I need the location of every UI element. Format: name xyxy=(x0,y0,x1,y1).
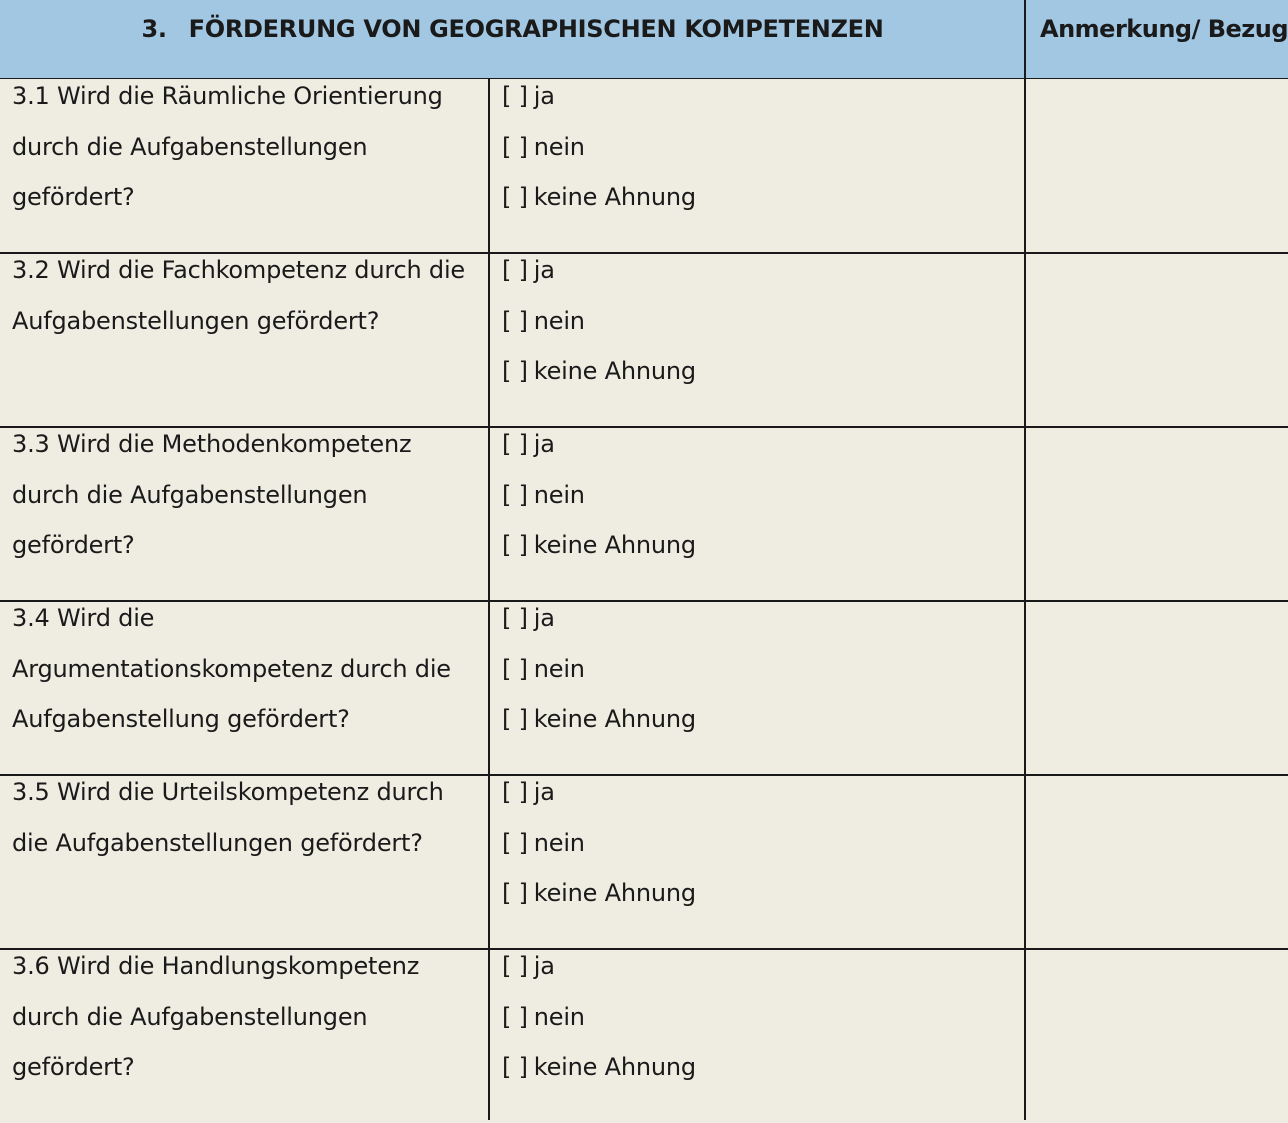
question-text xyxy=(12,941,482,1093)
option-label: keine Ahnung xyxy=(533,879,696,907)
checkbox-icon[interactable]: [ ] xyxy=(502,480,528,509)
header-divider xyxy=(1024,0,1026,79)
option-nein[interactable] xyxy=(502,644,696,695)
option-label: ja xyxy=(533,256,555,284)
section-number: 3. xyxy=(141,14,167,43)
checkbox-icon[interactable]: [ ] xyxy=(502,82,528,110)
checkbox-icon[interactable]: [ ] xyxy=(502,705,528,733)
question-text xyxy=(12,419,482,571)
question-line: durch die Aufgabenstellungen xyxy=(12,132,368,161)
option-keine-ahnung[interactable] xyxy=(502,694,696,745)
question-text xyxy=(12,71,482,223)
checkbox-icon[interactable]: [ ] xyxy=(502,430,528,458)
option-label: keine Ahnung xyxy=(533,1053,696,1081)
option-nein[interactable] xyxy=(502,470,696,521)
checkbox-icon[interactable]: [ ] xyxy=(502,256,528,284)
option-label: ja xyxy=(533,430,555,458)
option-ja[interactable] xyxy=(502,245,696,296)
question-line: 3.6 Wird die Handlungskompetenz xyxy=(12,952,420,980)
option-label: ja xyxy=(533,604,555,632)
option-ja[interactable] xyxy=(502,941,696,992)
question-line: gefördert? xyxy=(12,1053,135,1081)
option-label: ja xyxy=(533,952,555,980)
question-line: 3.1 Wird die Räumliche Orientierung xyxy=(12,82,443,110)
question-row xyxy=(0,79,1288,253)
option-keine-ahnung[interactable] xyxy=(502,520,696,571)
checkbox-icon[interactable]: [ ] xyxy=(502,306,528,335)
option-ja[interactable] xyxy=(502,593,696,644)
option-ja[interactable] xyxy=(502,419,696,470)
checkbox-icon[interactable]: [ ] xyxy=(502,1002,528,1031)
option-label: keine Ahnung xyxy=(533,705,696,733)
question-row xyxy=(0,775,1288,949)
question-row xyxy=(0,253,1288,427)
checkbox-icon[interactable]: [ ] xyxy=(502,531,528,559)
answer-options xyxy=(502,941,696,1093)
question-line: 3.4 Wird die xyxy=(12,604,155,632)
checkbox-icon[interactable]: [ ] xyxy=(502,132,528,161)
option-keine-ahnung[interactable] xyxy=(502,172,696,223)
checkbox-icon[interactable]: [ ] xyxy=(502,778,528,806)
option-keine-ahnung[interactable] xyxy=(502,346,696,397)
section-title-text: FÖRDERUNG VON GEOGRAPHISCHEN KOMPETENZEN xyxy=(188,14,884,43)
question-row xyxy=(0,601,1288,775)
checkbox-icon[interactable]: [ ] xyxy=(502,828,528,857)
option-keine-ahnung[interactable] xyxy=(502,868,696,919)
option-label: nein xyxy=(533,654,585,683)
answer-options xyxy=(502,71,696,223)
question-line: gefördert? xyxy=(12,183,135,211)
option-label: nein xyxy=(533,306,585,335)
option-nein[interactable] xyxy=(502,818,696,869)
question-text xyxy=(12,593,482,745)
checkbox-icon[interactable]: [ ] xyxy=(502,183,528,211)
option-label: ja xyxy=(533,778,555,806)
answer-options xyxy=(502,767,696,919)
option-nein[interactable] xyxy=(502,992,696,1043)
checkbox-icon[interactable]: [ ] xyxy=(502,357,528,385)
question-line: Aufgabenstellung gefördert? xyxy=(12,705,350,733)
question-line: 3.5 Wird die Urteilskompetenz durch xyxy=(12,778,444,806)
option-keine-ahnung[interactable] xyxy=(502,1042,696,1093)
answer-options xyxy=(502,593,696,745)
option-label: nein xyxy=(533,1002,585,1031)
question-line: die Aufgabenstellungen gefördert? xyxy=(12,828,423,857)
checkbox-icon[interactable]: [ ] xyxy=(502,654,528,683)
question-text xyxy=(12,245,482,346)
section-title xyxy=(0,0,1025,57)
question-text xyxy=(12,767,482,868)
question-line: durch die Aufgabenstellungen xyxy=(12,1002,368,1031)
checkbox-icon[interactable]: [ ] xyxy=(502,604,528,632)
checkbox-icon[interactable]: [ ] xyxy=(502,879,528,907)
option-ja[interactable] xyxy=(502,767,696,818)
question-line: Argumentationskompetenz durch die xyxy=(12,654,451,683)
option-ja[interactable] xyxy=(502,71,696,122)
question-line: durch die Aufgabenstellungen xyxy=(12,480,368,509)
option-label: keine Ahnung xyxy=(533,531,696,559)
question-row xyxy=(0,949,1288,1123)
question-line: Aufgabenstellungen gefördert? xyxy=(12,306,380,335)
question-line: 3.3 Wird die Methodenkompetenz xyxy=(12,430,412,458)
option-label: ja xyxy=(533,82,555,110)
option-nein[interactable] xyxy=(502,122,696,173)
question-row xyxy=(0,427,1288,601)
option-label: nein xyxy=(533,828,585,857)
option-label: keine Ahnung xyxy=(533,357,696,385)
answer-options xyxy=(502,245,696,397)
question-line: 3.2 Wird die Fachkompetenz durch die xyxy=(12,256,465,284)
remark-column-header: Anmerkung/ Bezug xyxy=(1040,14,1288,43)
table-header xyxy=(0,0,1288,79)
option-nein[interactable] xyxy=(502,296,696,347)
checkbox-icon[interactable]: [ ] xyxy=(502,952,528,980)
option-label: nein xyxy=(533,480,585,509)
option-label: nein xyxy=(533,132,585,161)
option-label: keine Ahnung xyxy=(533,183,696,211)
checkbox-icon[interactable]: [ ] xyxy=(502,1053,528,1081)
question-line: gefördert? xyxy=(12,531,135,559)
answer-options xyxy=(502,419,696,571)
